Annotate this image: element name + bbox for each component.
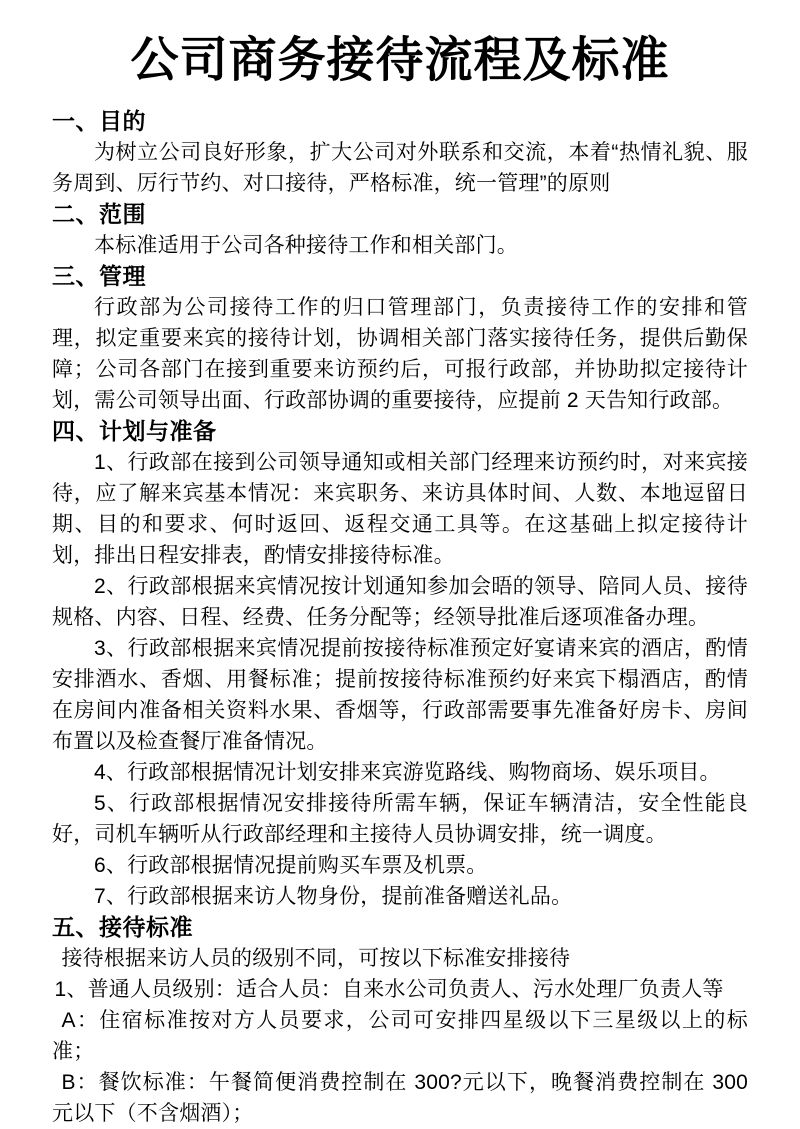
paragraph: 5、行政部根据情况安排接待所需车辆，保证车辆清洁，安全性能良好，司机车辆听从行政部经理和主接待人员协调安排，统一调度。	[52, 792, 748, 846]
section-scope-heading: 二、范围	[52, 201, 146, 227]
document-title: 公司商务接待流程及标准	[130, 34, 670, 87]
paragraph: 6、行政部根据情况提前购买车票及机票。	[94, 854, 488, 877]
section-purpose-heading: 一、目的	[52, 108, 146, 134]
section-scope	[52, 199, 748, 261]
paragraph: 7、行政部根据来访人物身份，提前准备赠送礼品。	[94, 885, 573, 908]
paragraph: 4、行政部根据情况计划安排来宾游览路线、购物商场、娱乐项目。	[94, 761, 721, 784]
section-management-heading: 三、管理	[52, 263, 146, 289]
section-reception-standards	[52, 912, 748, 1129]
section-purpose	[52, 106, 748, 199]
paragraph: 接待根据来访人员的级别不同，可按以下标准安排接待	[61, 947, 571, 970]
paragraph: 1、普通人员级别：适合人员：自来水公司负责人、污水处理厂负责人等	[54, 978, 724, 1001]
paragraph: 行政部为公司接待工作的归口管理部门，负责接待工作的安排和管理，拟定重要来宾的接待计划，协调相关部门落实接待任务，提供后勤保障；公司各部门在接到重要来访预约后，可报行政部，并协助拟定接待计划，需公司领导出面、行政部协调的重要接待，应提前 2 天告知行政部。	[52, 296, 748, 412]
section-management	[52, 261, 748, 416]
section-plan-preparation	[52, 416, 748, 912]
paragraph: A：住宿标准按对方人员要求，公司可安排四星级以下三星级以上的标准；	[52, 1009, 748, 1063]
paragraph: 3、行政部根据来宾情况提前按接待标准预定好宴请来宾的酒店，酌情安排酒水、香烟、用餐标准；提前按接待标准预约好来宾下榻酒店，酌情在房间内准备相关资料水果、香烟等，行政部需要事先准备好房卡、房间布置以及检查餐厅准备情况。	[52, 637, 748, 753]
section-plan-preparation-heading: 四、计划与准备	[52, 418, 217, 444]
paragraph: B：餐饮标准：午餐简便消费控制在 300?元以下，晚餐消费控制在 300 元以下（不含烟酒）；	[52, 1071, 748, 1125]
paragraph: 2、行政部根据来宾情况按计划通知参加会晤的领导、陪同人员、接待规格、内容、日程、经费、任务分配等；经领导批准后逐项准备办理。	[52, 575, 748, 629]
paragraph: 为树立公司良好形象，扩大公司对外联系和交流，本着“热情礼貌、服务周到、厉行节约、对口接待，严格标准，统一管理”的原则	[52, 141, 748, 195]
section-reception-standards-heading: 五、接待标准	[52, 914, 193, 940]
paragraph: 1、行政部在接到公司领导通知或相关部门经理来访预约时，对来宾接待，应了解来宾基本情况：来宾职务、来访具体时间、人数、本地逗留日期、目的和要求、何时返回、返程交通工具等。在这基础上拟定接待计划，排出日程安排表，酌情安排接待标准。	[52, 451, 748, 567]
paragraph: 本标准适用于公司各种接待工作和相关部门。	[94, 234, 518, 257]
